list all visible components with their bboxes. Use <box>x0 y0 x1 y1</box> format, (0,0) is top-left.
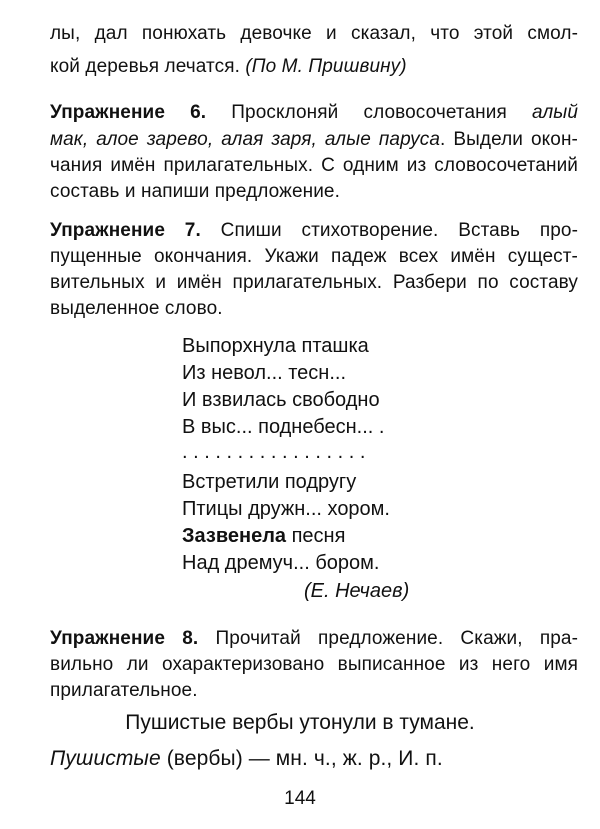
poem-line-3: И взвилась свободно <box>182 389 380 411</box>
ex8-line-1: Упражнение 8. Прочитай предложение. Скажи, пра- <box>50 628 578 649</box>
poem-line-7: Зазвенела песня <box>182 525 346 547</box>
ex7-title: Упражнение 7. <box>50 220 201 241</box>
analysis-line: Пушистые (вербы) — мн. ч., ж. р., И. п. <box>50 747 443 770</box>
ex7-line-1: Упражнение 7. Спиши стихотворение. Вставь про- <box>50 220 578 241</box>
ex7-line-3: вительных и имён прилагательных. Разбери по составу <box>50 272 578 293</box>
poem-line-5: Встретили подругу <box>182 471 357 493</box>
poem-author: (Е. Нечаев) <box>304 580 410 602</box>
poem-ellipsis-line: . . . . . . . . . . . . . . . . . <box>182 441 366 463</box>
ex7-line-4: выделенное слово. <box>50 298 223 319</box>
ex6-line-2: мак, алое зарево, алая заря, алые паруса. Выдели окон- <box>50 129 578 150</box>
ex8-title: Упражнение 8. <box>50 628 199 649</box>
poem-line-6: Птицы дружн... хором. <box>182 498 390 520</box>
example-sentence: Пушистые вербы утонули в тумане. <box>125 711 475 734</box>
highlighted-word: Зазвенела <box>182 525 287 547</box>
intro-line-1: лы, дал понюхать девочке и сказал, что этой смол- <box>50 23 578 44</box>
poem-line-4: В выс... поднебесн... . <box>182 416 385 438</box>
poem-line-2: Из невол... тесн... <box>182 362 347 384</box>
ex6-title: Упражнение 6. <box>50 102 207 123</box>
ex8-line-3: прилагательное. <box>50 680 198 701</box>
ex6-line-4: составь и напиши предложение. <box>50 181 340 202</box>
ex6-line-1: Упражнение 6. Просклоняй словосочетания алый <box>50 102 579 123</box>
ex8-line-2: вильно ли охарактеризовано выписанное из него имя <box>50 654 578 675</box>
ex6-line-3: чания имён прилагательных. С одним из словосочетаний <box>50 155 578 176</box>
page-number: 144 <box>284 788 316 809</box>
intro-line-2: кой деревья лечатся. (По М. Пришвину) <box>50 56 407 77</box>
ex7-line-2: пущенные окончания. Укажи падеж всех имён сущест- <box>50 246 578 267</box>
source-citation: (По М. Пришвину) <box>245 56 407 77</box>
poem-line-8: Над дремуч... бором. <box>182 552 380 574</box>
poem-line-1: Выпорхнула пташка <box>182 335 369 357</box>
